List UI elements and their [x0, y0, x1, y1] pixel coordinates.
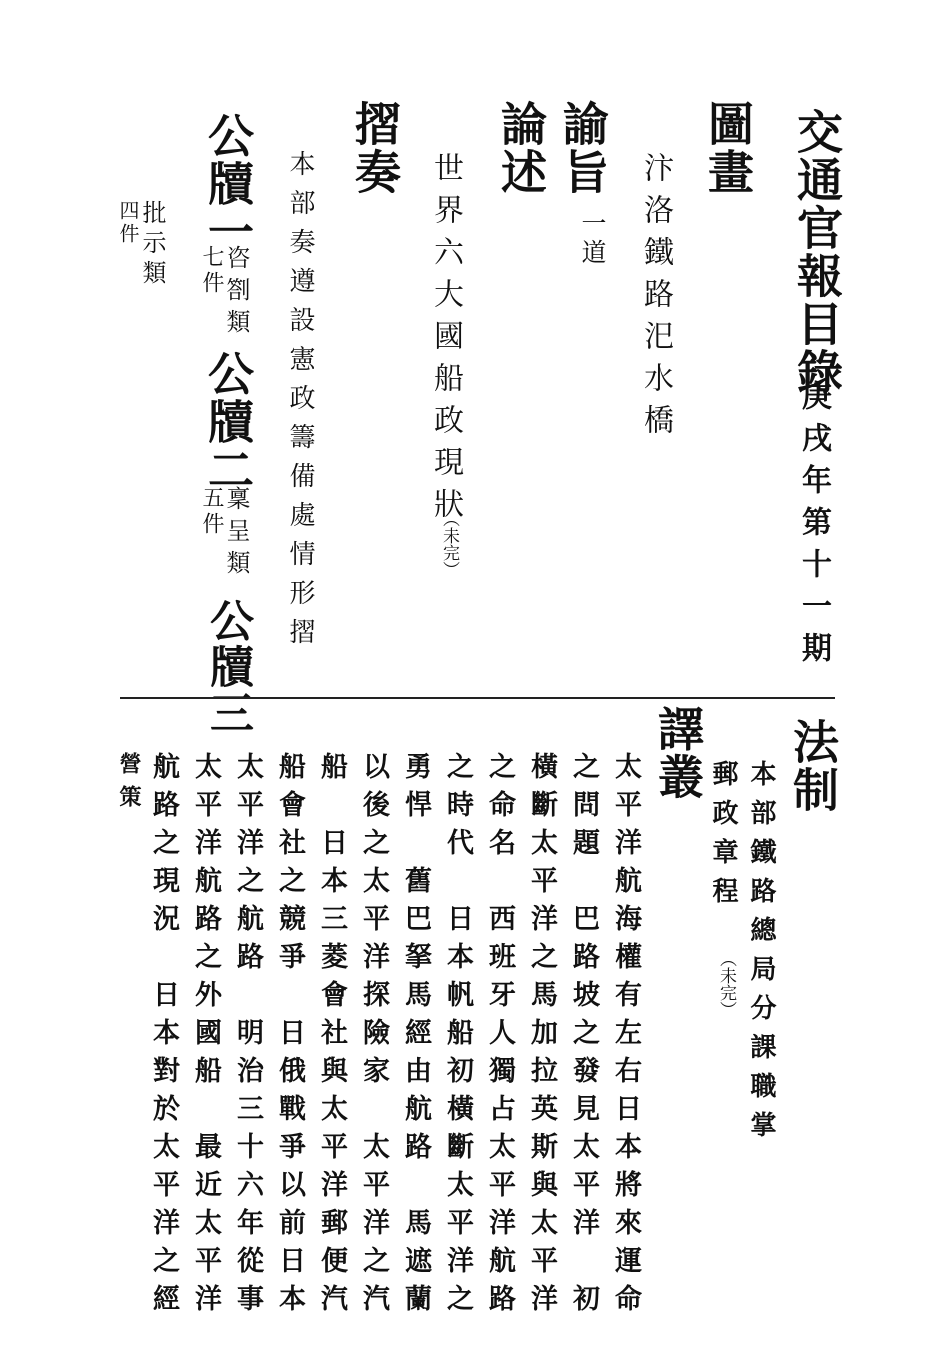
issue-label: 庚戌年第十一期 [796, 380, 831, 674]
zhezou-item: 本部奏遵設憲政籌備處情形摺 [285, 150, 315, 657]
fazhi-item-2: 郵政章程 [708, 760, 738, 916]
gongdu2-count: 五件 [199, 486, 224, 538]
yicong-line: 太平洋航海權有左右日本將來運命 [610, 752, 641, 1322]
fazhi-item-1: 本部鐵路總局分課職掌 [746, 760, 776, 1150]
lunshu-note: （未完） [439, 510, 459, 578]
yicong-line: 太平洋之航路 明治三十六年從事 [232, 752, 263, 1322]
gongdu1-annotation [200, 245, 248, 341]
yicong-line: 航路之現況 日本對於太平洋之經 [148, 752, 179, 1322]
section-heading-gongdu1: 公牘一 [201, 112, 255, 256]
gongdu3-count: 四件 [116, 200, 140, 246]
yicong-line: 勇悍 舊巴拏馬經由航路 馬遮蘭 [400, 752, 431, 1322]
section-heading-yuzhi: 諭旨 [556, 100, 610, 196]
yicong-line: 橫斷太平洋之馬加拉英斯與太平洋 [526, 752, 557, 1322]
section-heading-lunshu: 論述 [494, 100, 548, 196]
yicong-line: 船 日本三菱會社與太平洋郵便汽 [316, 752, 347, 1322]
section-heading-gongdu3: 公牘三 [202, 598, 253, 736]
section-heading-zhezou: 摺奏 [348, 100, 402, 196]
gongdu2-category: 稟呈類 [222, 486, 250, 582]
yicong-line: 之命名 西班牙人獨占太平洋航路 [484, 752, 515, 1322]
gongdu3-annotation [118, 200, 164, 290]
divider-rule [120, 697, 835, 699]
yicong-line: 營策 [116, 752, 142, 818]
gongdu1-category: 咨劄類 [222, 245, 250, 341]
section-heading-fazhi: 法制 [786, 718, 840, 814]
section-heading-gongdu2: 公牘二 [201, 350, 255, 494]
fazhi-note: （未完） [716, 950, 736, 1018]
gongdu3-category: 批示類 [138, 200, 166, 290]
yicong-line: 船會社之競爭 日俄戰爭以前日本 [274, 752, 305, 1322]
lunshu-item: 世界六大國船政現狀 [428, 152, 463, 530]
yicong-line: 以後之太平洋探險家 太平洋之汽 [358, 752, 389, 1322]
page-title: 交通官報目錄 [790, 108, 844, 396]
gongdu1-count: 七件 [199, 245, 224, 297]
gongdu2-annotation [200, 486, 248, 582]
yicong-line: 之問題 巴路坡之發見太平洋 初 [568, 752, 599, 1322]
section-heading-yicong: 譯叢 [651, 705, 705, 801]
yicong-line: 之時代 日本帆船初橫斷太平洋之 [442, 752, 473, 1322]
tuhua-item: 汴洛鐵路汜水橋 [638, 152, 673, 446]
yicong-line: 太平洋航路之外國船 最近太平洋 [190, 752, 221, 1322]
yuzhi-count: 一道 [578, 210, 607, 268]
section-heading-tuhua: 圖畫 [701, 100, 755, 196]
